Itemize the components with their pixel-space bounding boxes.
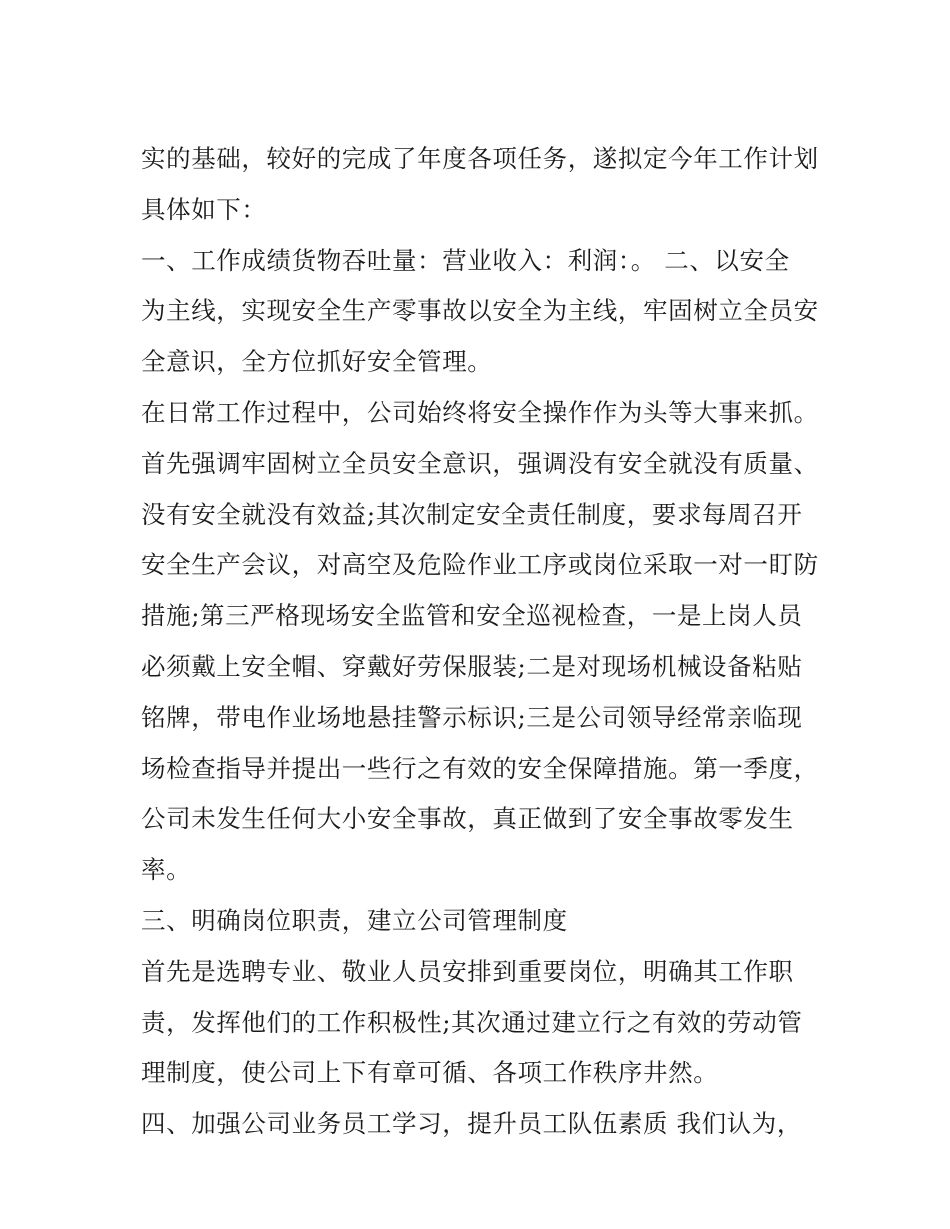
- text-line: 措施;第三严格现场安全监管和安全巡视检查，一是上岗人员: [141, 601, 803, 631]
- text-line: 在日常工作过程中，公司始终将安全操作作为头等大事来抓。: [141, 397, 819, 427]
- text-line: 首先强调牢固树立全员安全意识，强调没有安全就没有质量、: [141, 448, 819, 478]
- text-line: 必须戴上安全帽、穿戴好劳保服装;二是对现场机械设备粘贴: [141, 651, 803, 681]
- text-line: 铭牌，带电作业场地悬挂警示标识;三是公司领导经常亲临现: [141, 702, 803, 732]
- text-line: 全意识，全方位抓好安全管理。: [141, 347, 493, 377]
- document-body: [141, 134, 819, 1150]
- text-line: 没有安全就没有效益;其次制定安全责任制度，要求每周召开: [141, 499, 803, 529]
- text-line: 场检查指导并提出一些行之有效的安全保障措施。第一季度，: [141, 753, 819, 783]
- section-heading: 四、加强公司业务员工学习，提升员工队伍素质 我们认为，: [141, 1109, 802, 1139]
- text-line: 安全生产会议，对高空及危险作业工序或岗位采取一对一盯防: [141, 550, 819, 580]
- text-line: 首先是选聘专业、敬业人员安排到重要岗位，明确其工作职: [141, 956, 794, 986]
- text-line: 实的基础，较好的完成了年度各项任务，遂拟定今年工作计划: [141, 144, 819, 173]
- text-line: 理制度，使公司上下有章可循、各项工作秩序井然。: [141, 1058, 719, 1088]
- text-line: 责，发挥他们的工作积极性;其次通过建立行之有效的劳动管: [141, 1007, 803, 1037]
- text-line: 率。: [141, 855, 192, 885]
- text-line: 具体如下：: [141, 194, 267, 224]
- text-line: 公司未发生任何大小安全事故，真正做到了安全事故零发生: [141, 804, 794, 834]
- text-line: 为主线，实现安全生产零事故以安全为主线，牢固树立全员安: [141, 296, 819, 326]
- section-heading: 三、明确岗位职责，建立公司管理制度: [141, 905, 568, 935]
- text-line: 一、工作成绩货物吞吐量：营业收入：利润：。 二、以安全: [141, 245, 790, 275]
